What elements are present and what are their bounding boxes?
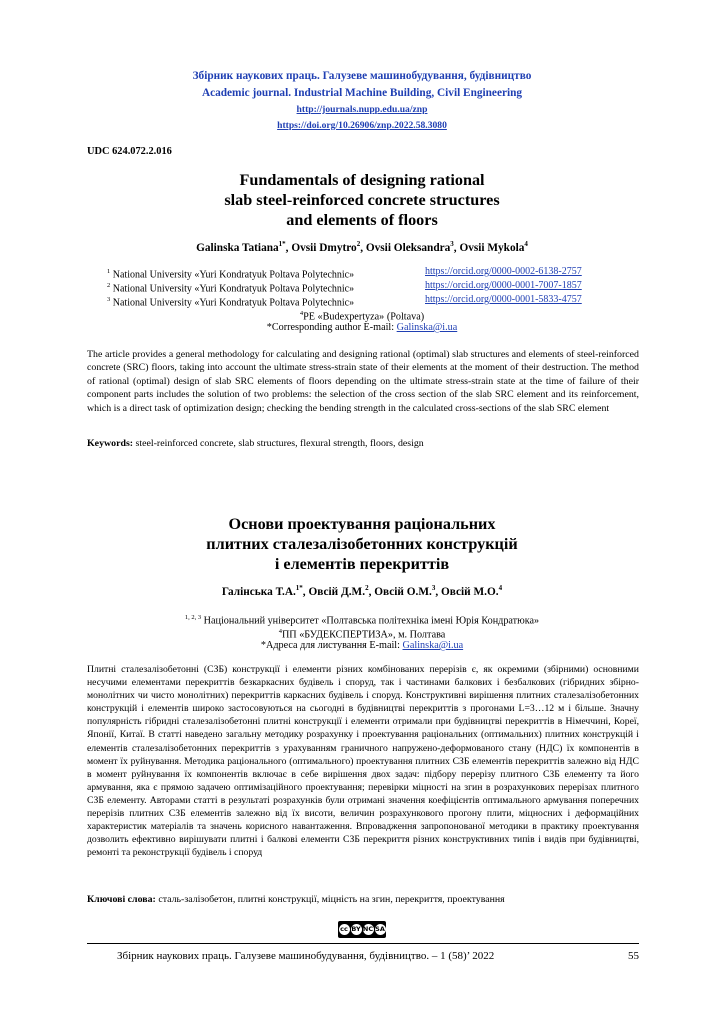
- footer-journal: Збірник наукових праць. Галузеве машинобудування, будівництво. – 1 (58)’ 2022: [117, 950, 495, 962]
- orcid-link-3[interactable]: [425, 293, 582, 307]
- title-line: і елементів перекриттів: [274, 555, 450, 573]
- page-number: 55: [628, 950, 639, 962]
- orcid-link-2[interactable]: [425, 279, 582, 293]
- aff-sup: 1, 2, 3: [184, 614, 202, 621]
- title-line: Основи проектування раціональних: [228, 515, 496, 533]
- email-link[interactable]: Galinska@i.ua: [396, 322, 458, 333]
- author-name: Ovsii Mykola: [459, 241, 525, 254]
- author-sup: 3: [431, 584, 436, 592]
- orcid-url[interactable]: https://orcid.org/0000-0002-6138-2757: [425, 266, 582, 277]
- journal-title-ua: Збірник наукових праць. Галузеве машинобудування, будівництво: [192, 70, 532, 82]
- cc-icon: cc: [340, 925, 348, 933]
- aff-org: Національний університет «Полтавська політехніка імені Юрія Кондратюка»: [203, 615, 540, 627]
- author-sup: 2: [365, 584, 369, 592]
- author-sup: 1*: [295, 584, 303, 592]
- corresponding-label: *Адреса для листування E-mail:: [260, 640, 400, 651]
- keywords-label: Keywords:: [87, 438, 134, 449]
- corresponding-ua: [0, 639, 724, 653]
- keywords-ua: [87, 893, 639, 906]
- footer-divider: [87, 943, 639, 944]
- author-sup: 3: [450, 240, 454, 248]
- keywords-text: сталь-залізобетон, плитні конструкції, міцність на згин, перекриття, проектування: [158, 894, 505, 905]
- aff-org: National University «Yuri Kondratyuk Poltava Polytechnic»: [112, 269, 355, 281]
- orcid-link-1[interactable]: [425, 265, 582, 279]
- aff-sup: 4: [278, 628, 282, 635]
- aff-sup: 2: [107, 282, 111, 289]
- keywords-en: [87, 437, 639, 450]
- corresponding-en: [0, 321, 724, 335]
- aff-org: ПП «БУДЕКСПЕРТИЗА», м. Полтава: [281, 629, 446, 641]
- aff-sup: 3: [107, 296, 111, 303]
- abstract-ua: Плитні сталезалізобетонні (СЗБ) конструкції і елементи різних комбінованих перерізів є, як окремими (збірними) основними несучими елементами перекриттів безкаркасних будівель і споруд, так і частинами балкових і безбалкових (гібридних збірно-монолітних чи чисто монолітних) перекриттів каркасних будівель і споруд. Конструктивні вирішення плитних сталезалізобетонних конструкцій і елементів широко застосовуються на сьогодні в будівництві перекриттів з прогонами L=3…12 м і більше. Значну популярність гібридні сталезалізобетонні плитні конструкції і елементи отримали при будівництві перекриттів в Німеччині, Кореї, Японії, Китаї. В статті наведено загальну методику розрахунку і проектування раціональних (оптимальних) плитних конструкцій і елементів сталезалізобетонних перекриттів з урахуванням граничного напружено-деформованого стану (НДС) їх компонентів в момент їх руйнування. Методика раціонального (оптимального) проектування плитних СЗБ елементів перекриттів залежно від НДС в момент руйнування їх компонентів включає в себе вирішення двох задач: підбору перерізу плитного СЗБ елементу та його армування, яка є прямою задачею оптимізаційного проектування; перевірки міцності на згин в розрахункових перерізах плитного СЗБ елементу. Авторами статті в результаті розрахунків були отримані значення коефіцієнтів оптимального армування поперечних перерізів плитних СЗБ елементів залежно від їх висоти, величин розрахункового прогону плити, міцносних і деформаційних характеристик матеріалів та значень корисного навантаження. Впровадження запропонованої методики в практику проектування дозволить ефективно вирішувати плитні і балкові елементи СЗБ перекриття різних конструктивних типів і видів при будівництві, ремонті та реконструкції будівель і споруд: [87, 664, 639, 859]
- email-link[interactable]: Galinska@i.ua: [402, 640, 464, 651]
- author-name: Галінська Т.А.: [221, 585, 296, 598]
- doi-link[interactable]: https://doi.org/10.26906/znp.2022.58.3080: [277, 120, 447, 131]
- author-sup: 1*: [278, 240, 286, 248]
- aff-org: National University «Yuri Kondratyuk Poltava Polytechnic»: [112, 283, 355, 295]
- orcid-url[interactable]: https://orcid.org/0000-0001-5833-4757: [425, 294, 582, 305]
- paper-title-en: [0, 170, 724, 230]
- author-name: Ovsii Oleksandra: [365, 241, 451, 254]
- sa-icon: SA: [375, 925, 385, 933]
- author-sup: 4: [524, 240, 528, 248]
- author-name: Galinska Tatiana: [196, 241, 279, 254]
- author-name: Овсій О.М.: [374, 585, 432, 598]
- abstract-en: The article provides a general methodology for calculating and designing rational (optimal) slab structures and elements of steel-reinforced concrete (SRC) floors, taking into account the ultimate stress-strain state of their elements at the moment of their destruction. The method of rational (optimal) design of slab SRC elements of floors depending on the ultimate stress-strain state at the time of failure of their component parts includes the solution of two problems: the selection of the cross section of the slab SRC element and its reinforcement, which is a direct task of optimization design; checking the bending strength in the calculated cross-sections of the slab SRC element: [87, 349, 639, 414]
- title-line: Fundamentals of designing rational: [239, 171, 485, 189]
- by-icon: BY: [351, 925, 361, 933]
- author-name: Ovsii Dmytro: [291, 241, 357, 254]
- title-line: and elements of floors: [286, 211, 438, 229]
- aff-sup: 4: [299, 310, 304, 317]
- author-name: Овсій Д.М.: [308, 585, 366, 598]
- title-line: плитних сталезалізобетонних конструкцій: [206, 535, 518, 553]
- cc-license-badge: [338, 921, 386, 938]
- author-sup: 2: [356, 240, 361, 248]
- journal-title-en: Academic journal. Industrial Machine Building, Civil Engineering: [201, 87, 523, 99]
- author-name: Овсій М.О.: [441, 585, 499, 598]
- keywords-text: steel-reinforced concrete, slab structures, flexural strength, floors, design: [135, 438, 424, 449]
- aff-sup: 1: [107, 268, 111, 275]
- author-sup: 4: [498, 584, 503, 592]
- title-line: slab steel-reinforced concrete structures: [224, 191, 500, 209]
- paper-title-ua: [0, 514, 724, 574]
- keywords-label: Ключові слова:: [87, 894, 156, 905]
- aff-org: National University «Yuri Kondratyuk Poltava Polytechnic»: [112, 297, 355, 309]
- journal-url-link[interactable]: http://journals.nupp.edu.ua/znp: [296, 104, 428, 115]
- corresponding-label: *Corresponding author E-mail:: [266, 322, 395, 333]
- nc-icon: NC: [362, 925, 374, 933]
- aff-org: PE «Budexpertyza» (Poltava): [303, 311, 425, 323]
- authors-ua: Галінська Т.А.$^{1*}$, Овсій Д.М.$^2$, Овсій О.М.$^3$, Овсій М.О.$^4$: [221, 584, 503, 598]
- orcid-url[interactable]: https://orcid.org/0000-0001-7007-1857: [425, 280, 582, 291]
- journal-header: [0, 68, 724, 134]
- authors-en: Galinska Tatiana$^{1*}$, Ovsii Dmytro$^2$, Ovsii Oleksandra$^3$, Ovsii Mykola$^4$: [196, 240, 528, 254]
- udc-code: UDC 624.072.2.016: [87, 146, 172, 157]
